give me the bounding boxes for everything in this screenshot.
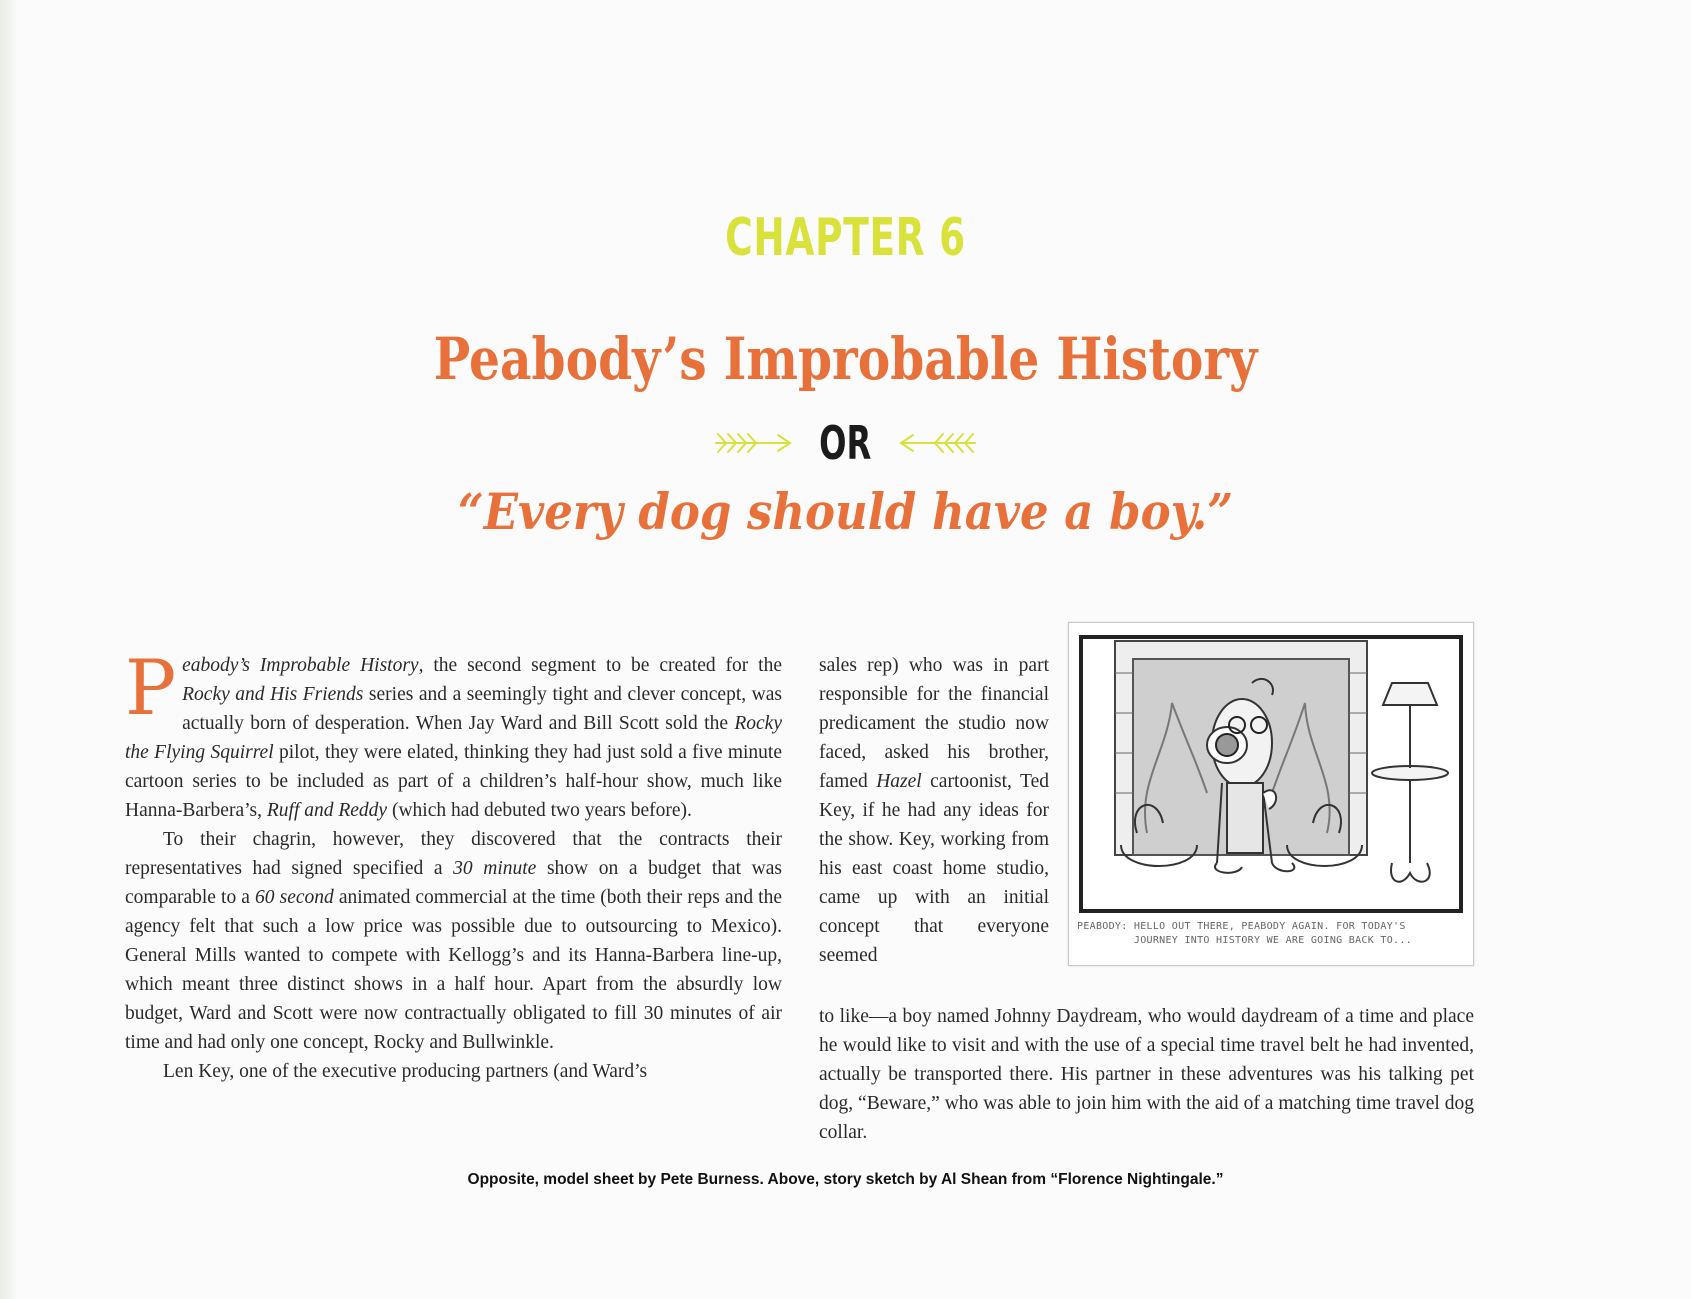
text-run: sales rep) who was in part responsible for the financial predicament the studio now faced, asked his brother, famed [819,655,1049,792]
text-run: show on a budget that was comparable to a [125,858,783,908]
rich-text [125,643,782,821]
text-run: series and a seemingly tight and clever concept, was actually born of desperation. When Jay Ward and Bill Scott sold the [182,684,782,734]
rich-text [819,1006,1474,1143]
page-edge-shadow [0,0,18,1299]
text-run: (which had debuted two years before). [387,800,692,821]
italic-run: 30 minute [453,858,537,879]
rich-text [125,829,782,1053]
text-run: to like—a boy named Johnny Daydream, who would daydream of a time and place he would like to visit and with the use of a special time travel belt he had invented, actually be transported there. His partner in these adventures was his talking pet dog, “Beware,” who was able to join him with the aid of a matching time travel dog collar. [819,1006,1474,1143]
sketch-caption [1077,920,1465,948]
sketch-caption-line2: JOURNEY INTO HISTORY WE ARE GOING BACK TO... [1077,935,1412,946]
arrow-flourish-right-icon [899,430,977,456]
dropcap: P [125,643,177,732]
italic-run: Ruff and Reddy [266,800,388,821]
text-run: pilot, they were elated, thinking they had just sold a five minute cartoon series to be included as part of a children’s half-hour show, much like Hanna-Barbera’s, [125,742,782,821]
rich-text [163,1061,647,1082]
text-run: To their chagrin, however, they discovered that the contracts their representatives had signed specified a [125,829,782,879]
italic-run: eabody’s Improbable History [182,655,419,676]
paragraph-2 [125,825,782,1057]
arrow-flourish-left-icon [714,430,792,456]
text-run: Len Key, one of the executive producing partners (and Ward’s [163,1061,648,1082]
or-divider [0,418,1691,468]
right-text-column-narrow [819,651,1049,970]
italic-run: 60 second [255,887,334,908]
text-run: cartoonist, Ted Key, if he had any ideas for the show. Key, working from his east coast home studio, came up with an initial concept that everyone seemed [819,771,1049,966]
italic-run: Rocky the Flying Squirrel [125,713,782,763]
chapter-title: Peabody’s Improbable History [433,325,1258,393]
paragraph-4-end [819,1002,1474,1147]
chapter-label: CHAPTER 6 [725,208,966,268]
paragraph-4-start [819,651,1049,970]
story-sketch-image [1068,622,1474,966]
sketch-caption-line1: PEABODY: HELLO OUT THERE, PEABODY AGAIN. FOR TODAY'S [1077,921,1406,932]
italic-run: Hazel [876,771,922,792]
peabody-fireplace-sketch-icon [1077,633,1465,915]
text-run: animated commercial at the time (both their reps and the agency felt that such a low price was possible due to outsourcing to Mexico). General Mills wanted to compete with Kellogg’s and its Hanna-Barbera line-up, which meant three distinct shows in a half hour. Apart from the absurdly low budget, Ward and Scott were now contractually obligated to fill 30 minutes of air time and had only one concept, Rocky and Bullwinkle. [125,887,782,1053]
photo-caption: Opposite, model sheet by Pete Burness. Above, story sketch by Al Shean from “Florence Nightingale.” [467,1171,1224,1188]
text-run: , the second segment to be created for the [418,655,782,676]
right-text-column-wide [819,1002,1474,1147]
paragraph-3 [125,1057,782,1086]
or-text: OR [819,416,872,470]
paragraph-1 [125,643,782,825]
left-text-column [125,643,783,1086]
chapter-subtitle: “Every dog should have a boy.” [457,482,1234,541]
rich-text [819,655,1049,966]
italic-run: Rocky and His Friends [182,684,364,705]
